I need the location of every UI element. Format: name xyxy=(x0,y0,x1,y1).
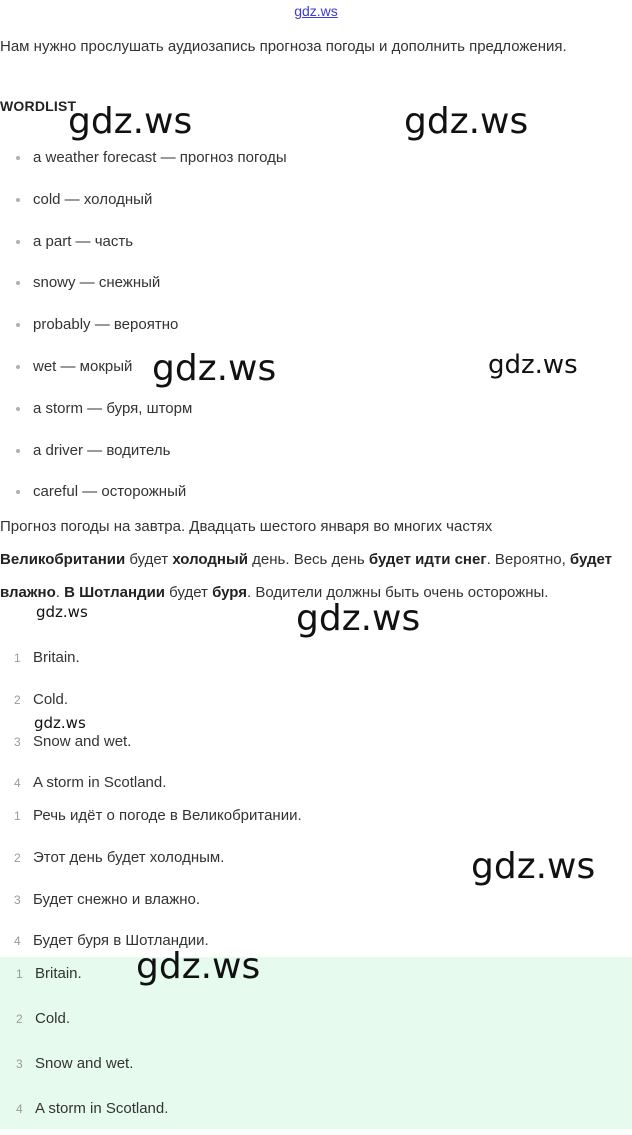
list-item: 1 Речь идёт о погоде в Великобритании. xyxy=(14,807,302,824)
watermark: gdz.ws xyxy=(471,846,596,887)
watermark: gdz.ws xyxy=(152,348,277,389)
site-link[interactable]: gdz.ws xyxy=(294,3,338,19)
list-item: wet — мокрый xyxy=(0,347,560,389)
list-item: 2 Этот день будет холодным. xyxy=(14,848,225,866)
bullet-icon xyxy=(16,407,20,411)
watermark: gdz.ws xyxy=(136,946,261,987)
list-item: cold — холодный xyxy=(0,180,560,222)
forecast-paragraph: Прогноз погоды на завтра. Двадцать шестого января во многих частях Великобритании будет холодный день. Весь день будет идти снег. Вероятно, будет влажно. В Шотландии будет буря. Водители должны быть очень осторожны. xyxy=(0,518,612,601)
list-item: a storm — буря, шторм xyxy=(0,389,560,431)
list-item: probably — вероятно xyxy=(0,305,560,347)
wordlist xyxy=(0,138,560,514)
list-item: 4 Будет буря в Шотландии. xyxy=(14,932,209,950)
watermark: gdz.ws xyxy=(68,101,193,142)
bullet-icon xyxy=(16,156,20,160)
list-item: snowy — снежный xyxy=(0,263,560,305)
answer-list-final xyxy=(0,955,560,1135)
bullet-icon xyxy=(16,365,20,369)
watermark: gdz.ws xyxy=(296,598,421,639)
list-item: 3 Snow and wet. xyxy=(16,1055,134,1072)
bullet-icon xyxy=(16,281,20,285)
watermark: gdz.ws xyxy=(36,603,88,621)
final-answer-box xyxy=(0,957,632,1129)
list-item: 4 A storm in Scotland. xyxy=(14,774,167,792)
list-item: 2 Cold. xyxy=(14,690,69,708)
list-item: 1 Britain. xyxy=(16,965,82,982)
watermark: gdz.ws xyxy=(34,714,86,732)
bullet-icon xyxy=(16,449,20,453)
list-item: 3 Будет снежно и влажно. xyxy=(14,890,201,908)
list-item: 3 Snow and wet. xyxy=(14,732,132,750)
list-item: a driver — водитель xyxy=(0,431,560,473)
bullet-icon xyxy=(16,490,20,494)
watermark: gdz.ws xyxy=(488,350,578,380)
bullet-icon xyxy=(16,323,20,327)
intro-text: Нам нужно прослушать аудиозапись прогноза погоды и дополнить предложения. xyxy=(0,38,567,55)
watermark: gdz.ws xyxy=(404,101,529,142)
wordlist-title: WORDLIST xyxy=(0,98,77,114)
list-item: 4 A storm in Scotland. xyxy=(16,1100,169,1117)
list-item: a part — часть xyxy=(0,222,560,264)
bullet-icon xyxy=(16,240,20,244)
list-item: a weather forecast — прогноз погоды xyxy=(0,138,560,180)
bullet-icon xyxy=(16,198,20,202)
list-item: careful — осторожный xyxy=(0,472,560,514)
list-item: 2 Cold. xyxy=(16,1010,71,1027)
list-item: 1 Britain. xyxy=(14,649,80,666)
